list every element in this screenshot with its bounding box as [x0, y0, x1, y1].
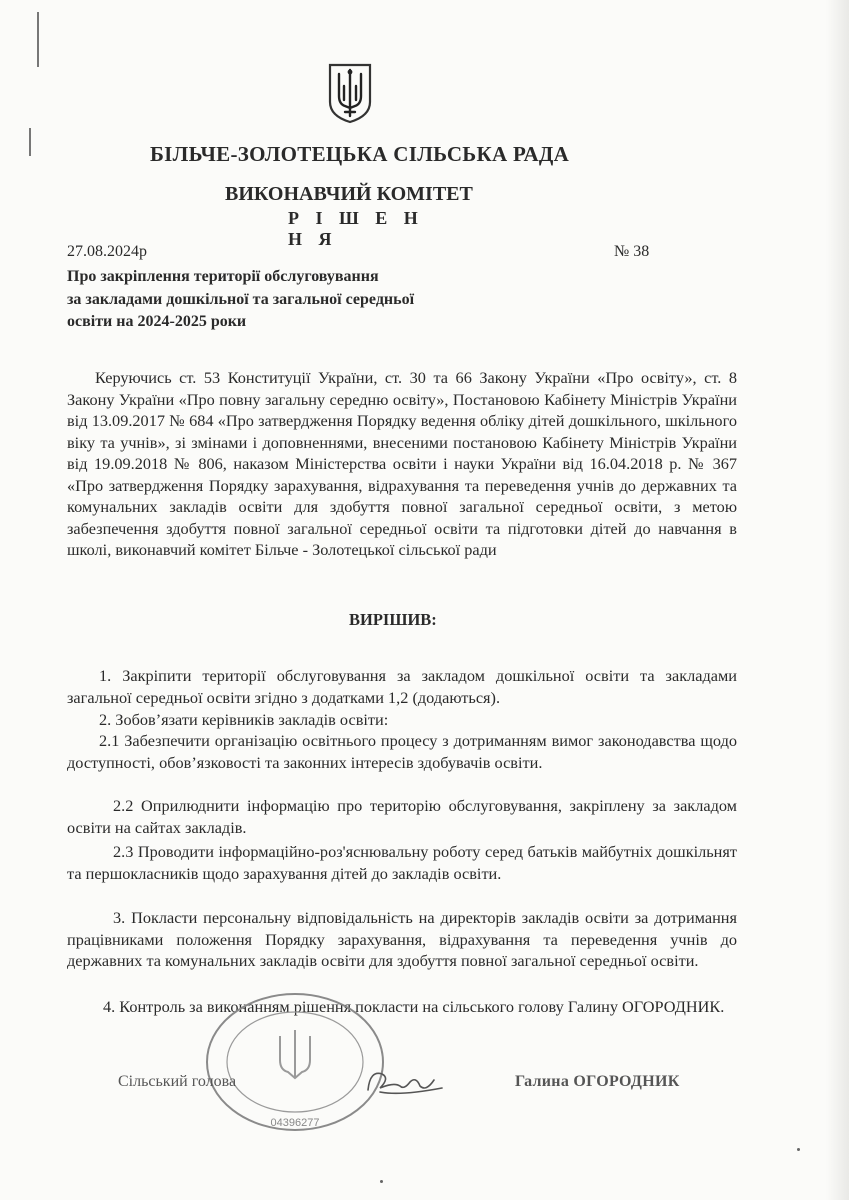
clause-1: 1. Закріпити території обслуговування за закладом дошкільної освіти та закладами загальної середньої освіти згідно з додатками 1,2 (додаються). [67, 666, 737, 707]
clause-2-3: 2.3 Проводити інформаційно-роз'яснювальну роботу серед батьків майбутніх дошкільнят та першокласників щодо зарахування дітей до закладів освіти. [67, 842, 737, 883]
decision-title: Р І Ш Е Н Н Я [288, 208, 424, 249]
scan-speck [380, 1180, 383, 1183]
preamble-paragraph: Керуючись ст. 53 Конституції України, ст. 30 та 66 Закону України «Про освіту», ст. 8 Закону України «Про повну загальну середню освіту», Постановою Кабінету Міністрів України від 13.09.2017 № 684 «Про затвердження Порядку ведення обліку дітей дошкільного, шкільного віку та учнів», зі змінами і доповненнями, внесеними постановою Кабінету Міністрів України від 19.09.2018 № 806, наказом Міністерства освіти і науки України від 16.04.2018 р. № 367 «Про затвердження Порядку зарахування, відрахування та переведення учнів до державних та комунальних закладів освіти для здобуття повної загальної середньої освіти, з метою забезпечення здобуття повної загальної середньої освіти та підготовки дітей до навчання в школі, виконавчий комітет Більче - Золотецької сільської ради [67, 368, 737, 559]
subject-line: Про закріплення території обслуговування [67, 268, 379, 285]
decision-date: 27.08.2024р [67, 243, 147, 260]
council-title: БІЛЬЧЕ-ЗОЛОТЕЦЬКА СІЛЬСЬКА РАДА [150, 142, 570, 166]
decision-subject [67, 266, 414, 334]
clause-2-1: 2.1 Забезпечити організацію освітнього процесу з дотриманням вимог законодавства щодо доступності, обов’язковості та законних інтересів здобувачів освіти. [67, 731, 737, 772]
clause-4: 4. Контроль за виконанням рішення покласти на сільського голову Галину ОГОРОДНИК. [103, 997, 725, 1016]
handwritten-signature [360, 1062, 450, 1102]
scan-edge [826, 0, 849, 1200]
signatory-name: Галина ОГОРОДНИК [515, 1073, 680, 1090]
subject-line: за закладами дошкільної та загальної середньої [67, 290, 415, 308]
committee-title: ВИКОНАВЧИЙ КОМІТЕТ [225, 183, 473, 205]
decision-number: № 38 [614, 243, 650, 260]
coat-of-arms-trident-icon [327, 62, 373, 124]
scan-mark [37, 12, 39, 67]
subject-line: освіти на 2024-2025 роки [67, 313, 247, 330]
clause-3: 3. Покласти персональну відповідальність на директорів закладів освіти за дотримання працівниками положення Порядку зарахування, відрахування та переведення учнів до державних та комунальних закладів освіти для здобуття повної загальної середньої освіти. [67, 908, 737, 970]
clause-2-2: 2.2 Оприлюднити інформацію про територію обслуговування, закріплену за закладом освіти на сайтах закладів. [67, 796, 737, 837]
signatory-title: Сільський голова [118, 1073, 237, 1090]
resolved-heading: ВИРІШИВ: [349, 610, 437, 629]
scan-mark [29, 128, 31, 156]
scan-speck [797, 1148, 800, 1151]
stamp-code: 04396277 [270, 1117, 320, 1129]
clause-2: 2. Зобов’язати керівників закладів освіти: [99, 710, 389, 729]
